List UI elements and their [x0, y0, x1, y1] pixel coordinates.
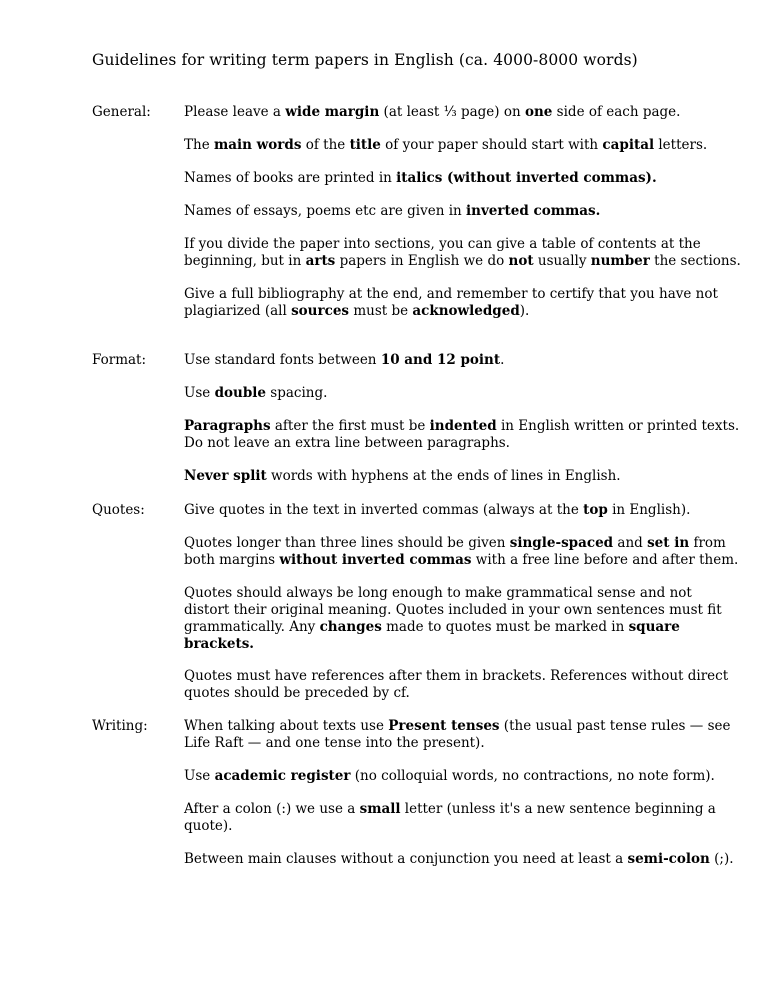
text-line [184, 851, 734, 868]
emphasis-text: academic register [214, 768, 351, 784]
text-line [184, 668, 729, 685]
emphasis-text: acknowledged [412, 303, 520, 319]
emphasis-text: one [524, 104, 553, 120]
body-text: both margins [184, 552, 280, 568]
guideline-paragraph [184, 286, 724, 320]
body-text: (the usual past tense rules — see [499, 718, 731, 734]
body-text: letters. [654, 137, 708, 153]
body-text: beginning, but in [184, 253, 306, 269]
text-line [184, 619, 724, 636]
emphasis-text: wide margin [285, 104, 380, 120]
body-text: in English written or printed texts. [496, 418, 740, 434]
body-text: Quotes longer than three lines should be given [184, 535, 510, 551]
guideline-paragraph [184, 236, 741, 270]
text-line [184, 236, 724, 253]
body-text: the sections. [649, 253, 741, 269]
emphasis-text: top [583, 502, 608, 518]
section-label: General: [92, 104, 151, 120]
body-text: side of each page. [552, 104, 681, 120]
body-text: Use [184, 768, 215, 784]
body-text: quote). [184, 818, 233, 834]
text-line [184, 170, 724, 187]
body-text: Please leave a [184, 104, 286, 120]
body-text: After a colon (:) we use a [184, 801, 360, 817]
text-line [184, 685, 724, 702]
body-text: Give quotes in the text in inverted commas (always at the [184, 502, 584, 518]
body-text: with a free line before and after them. [471, 552, 739, 568]
text-line [184, 535, 724, 552]
text-line [184, 253, 741, 270]
body-text: When talking about texts use [184, 718, 389, 734]
text-line [184, 137, 724, 154]
emphasis-text: capital [602, 137, 655, 153]
body-text: ). [519, 303, 530, 319]
text-line [184, 636, 724, 653]
body-text: grammatically. Any [184, 619, 320, 635]
guideline-paragraph [184, 385, 724, 402]
emphasis-text: inverted commas. [466, 203, 601, 219]
text-line [184, 585, 724, 602]
body-text: Use standard fonts between [184, 352, 381, 368]
emphasis-text: Never split [184, 468, 267, 484]
body-text: plagiarized (all [184, 303, 292, 319]
text-line [184, 502, 724, 519]
emphasis-text: italics (without inverted commas). [396, 170, 657, 186]
body-text: . [500, 352, 505, 368]
section-label: Format: [92, 352, 147, 368]
text-line [184, 801, 724, 818]
emphasis-text: title [349, 137, 381, 153]
emphasis-text: Present tenses [388, 718, 500, 734]
guideline-paragraph [184, 768, 724, 785]
body-text: spacing. [266, 385, 328, 401]
text-line [184, 435, 724, 452]
guideline-paragraph [184, 851, 734, 868]
emphasis-text: sources [291, 303, 350, 319]
body-text: and [613, 535, 648, 551]
body-text: from [689, 535, 726, 551]
page-title: Guidelines for writing term papers in English (ca. 4000-8000 words) [92, 51, 638, 69]
text-line [184, 735, 724, 752]
guideline-paragraph [184, 352, 724, 369]
body-text: usually [533, 253, 591, 269]
emphasis-text: main words [213, 137, 302, 153]
body-text: quotes should be preceded by cf. [184, 685, 410, 701]
body-text: If you divide the paper into sections, you can give a table of contents at the [184, 236, 701, 252]
section-label: Quotes: [92, 502, 145, 518]
body-text: of your paper should start with [380, 137, 603, 153]
guideline-paragraph [184, 535, 739, 569]
text-line [184, 718, 731, 735]
section-label: Writing: [92, 718, 148, 734]
guideline-paragraph [184, 468, 724, 485]
emphasis-text: semi-colon [627, 851, 710, 867]
emphasis-text: without inverted commas [279, 552, 472, 568]
guideline-paragraph [184, 418, 740, 452]
emphasis-text: arts [305, 253, 336, 269]
guideline-paragraph [184, 170, 724, 187]
emphasis-text: square [628, 619, 680, 635]
body-text: (at least ⅓ page) on [379, 104, 525, 120]
body-text: Quotes must have references after them in brackets. References without direct [184, 668, 729, 684]
text-line [184, 104, 724, 121]
body-text: Do not leave an extra line between paragraphs. [184, 435, 510, 451]
guideline-paragraph [184, 718, 731, 752]
body-text: The [184, 137, 214, 153]
emphasis-text: indented [429, 418, 497, 434]
body-text: Give a full bibliography at the end, and remember to certify that you have not [184, 286, 718, 302]
guideline-paragraph [184, 502, 724, 519]
text-line [184, 418, 740, 435]
emphasis-text: changes [319, 619, 382, 635]
body-text: Names of books are printed in [184, 170, 397, 186]
guideline-paragraph [184, 801, 724, 835]
body-text: (no colloquial words, no contractions, no note form). [350, 768, 715, 784]
emphasis-text: set in [647, 535, 690, 551]
emphasis-text: number [590, 253, 650, 269]
body-text: after the first must be [270, 418, 430, 434]
body-text: distort their original meaning. Quotes included in your own sentences must fit [184, 602, 722, 618]
emphasis-text: small [359, 801, 401, 817]
text-line [184, 468, 724, 485]
text-line [184, 768, 724, 785]
emphasis-text: brackets. [184, 636, 254, 652]
body-text: made to quotes must be marked in [381, 619, 629, 635]
guideline-paragraph [184, 104, 724, 121]
body-text: of the [301, 137, 350, 153]
emphasis-text: 10 and 12 point [380, 352, 501, 368]
body-text: Life Raft — and one tense into the present). [184, 735, 485, 751]
text-line [184, 303, 724, 320]
guideline-paragraph [184, 203, 724, 220]
emphasis-text: not [508, 253, 534, 269]
emphasis-text: single-spaced [509, 535, 614, 551]
text-line [184, 286, 724, 303]
body-text: must be [349, 303, 413, 319]
text-line [184, 552, 739, 569]
body-text: Between main clauses without a conjunction you need at least a [184, 851, 628, 867]
body-text: in English). [607, 502, 691, 518]
text-line [184, 203, 724, 220]
guideline-paragraph [184, 137, 724, 154]
emphasis-text: Paragraphs [184, 418, 271, 434]
text-line [184, 385, 724, 402]
body-text: Names of essays, poems etc are given in [184, 203, 467, 219]
body-text: words with hyphens at the ends of lines in English. [266, 468, 621, 484]
body-text: papers in English we do [335, 253, 509, 269]
guideline-paragraph [184, 585, 724, 653]
body-text: Use [184, 385, 215, 401]
text-line [184, 602, 724, 619]
body-text: letter (unless it's a new sentence beginning a [400, 801, 716, 817]
text-line [184, 352, 724, 369]
body-text: Quotes should always be long enough to make grammatical sense and not [184, 585, 692, 601]
guideline-paragraph [184, 668, 729, 702]
text-line [184, 818, 724, 835]
body-text: (;). [709, 851, 734, 867]
emphasis-text: double [214, 385, 267, 401]
